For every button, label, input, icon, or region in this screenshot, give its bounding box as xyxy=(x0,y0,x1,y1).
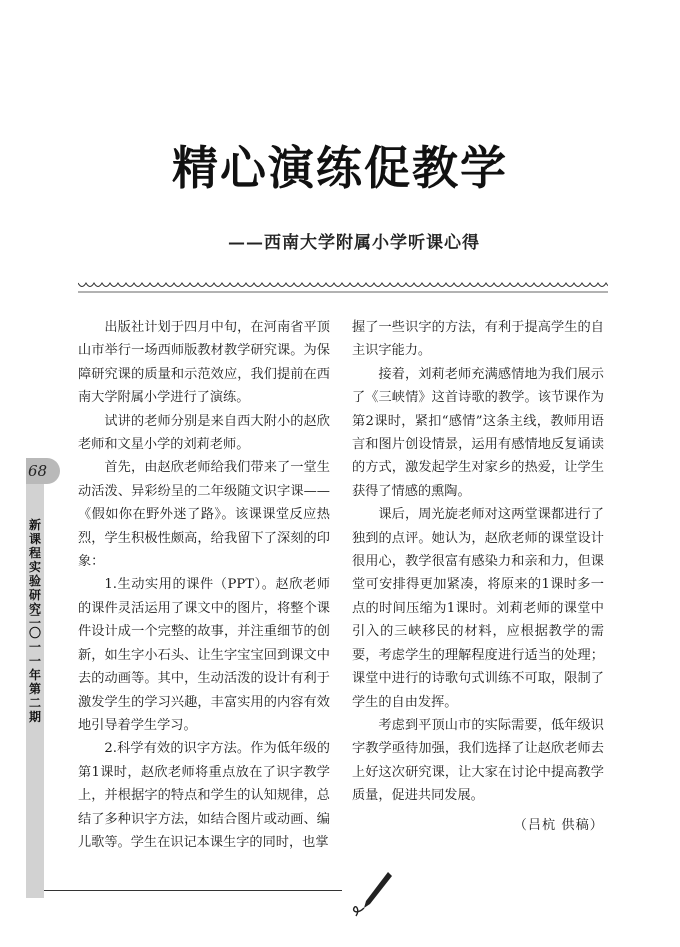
vertical-char: 一 xyxy=(28,654,41,668)
vertical-char: 验 xyxy=(28,574,41,588)
vertical-char: 研 xyxy=(28,588,41,602)
vertical-char: 年 xyxy=(28,668,41,682)
issue-label-vertical xyxy=(28,612,42,724)
vertical-char: 期 xyxy=(28,710,41,724)
paragraph: 出版社计划于四月中旬，在河南省平顶山市举行一场西师版教材教学研究课。为保障研究课的质量和示范效应，我们提前在西南大学附属小学进行了演练。 xyxy=(78,320,330,406)
vertical-char: 二 xyxy=(28,696,41,710)
vertical-char: 程 xyxy=(28,546,41,560)
footer-rule xyxy=(44,890,342,891)
vertical-char: 实 xyxy=(28,560,41,574)
wave-divider xyxy=(78,280,608,294)
paragraph: 接着，刘莉老师充满感情地为我们展示了《三峡情》这首诗歌的教学。该节课作为第2课时，紧扣“感情”这条主线，教师用语言和图片创设情景，运用有感情地反复诵读的方式，激发起学生对家乡的热爱，让学生获得了情感的熏陶。 xyxy=(352,366,604,499)
paragraph: 首先，由赵欣老师给我们带来了一堂生动活泼、异彩纷呈的二年级随文识字课——《假如你在野外迷了路》。该课课堂反应热烈，学生积极性颇高，给我留下了深刻的印象： xyxy=(78,460,330,570)
vertical-char: 二 xyxy=(28,612,41,626)
article-column-right xyxy=(352,316,604,837)
page-subtitle: ——西南大学附属小学听课心得 xyxy=(228,233,480,253)
paragraph: 试讲的老师分别是来自西大附小的赵欣老师和文星小学的刘莉老师。 xyxy=(78,413,330,453)
paragraph: 2.科学有效的识字方法。作为低年级的第1课时，赵欣老师将重点放在了识字教学上，并根据字的特点和学生的认知规律，总结了多种识字方法，如结合图片或动画、编儿歌等。学生在识记本课生字的同时，也掌 xyxy=(78,741,330,850)
vertical-char: 新 xyxy=(28,518,41,532)
vertical-char: 课 xyxy=(28,532,41,546)
paragraph: 握了一些识字的方法，有利于提高学生的自主识字能力。 xyxy=(352,320,604,359)
contributor-credit: （吕杭 供稿） xyxy=(513,817,604,833)
paragraph: 1.生动实用的课件（PPT）。赵欣老师的课件灵活运用了课文中的图片，将整个课件设计成一个完整的故事，并注重细节的创新，如生字小石头、让生字宝宝回到课文中去的动画等。其中，生动活泼的设计有利于激发学生的学习兴趣，丰富实用的内容有效地引导着学生学习。 xyxy=(78,577,330,733)
vertical-char: 〇 xyxy=(28,626,41,640)
vertical-char: 究 xyxy=(28,602,41,616)
paragraph: 课后，周光旋老师对这两堂课都进行了独到的点评。她认为，赵欣老师的课堂设计很用心，教学很富有感染力和亲和力，但课堂可安排得更加紧凑，将原来的1课时多一点的时间压缩为1课时。刘莉老师的课堂中引入的三峡移民的材料，应根据教学的需要，考虑学生的理解程度进行适当的处理；课堂中进行的诗歌句式训练不可取，限制了学生的自由发挥。 xyxy=(352,507,604,710)
vertical-char: 一 xyxy=(28,640,41,654)
page-number: 68 xyxy=(28,462,48,480)
vertical-char: 第 xyxy=(28,682,41,696)
page-title: 精心演练促教学 xyxy=(172,141,508,195)
paragraph: 考虑到平顶山市的实际需要，低年级识字教学亟待加强，我们选择了让赵欣老师去上好这次研究课，让大家在讨论中提高教学质量，促进共同发展。 xyxy=(352,717,604,804)
pen-nib-icon xyxy=(344,868,400,920)
journal-name-vertical xyxy=(28,518,42,616)
article-column-left xyxy=(78,316,330,854)
